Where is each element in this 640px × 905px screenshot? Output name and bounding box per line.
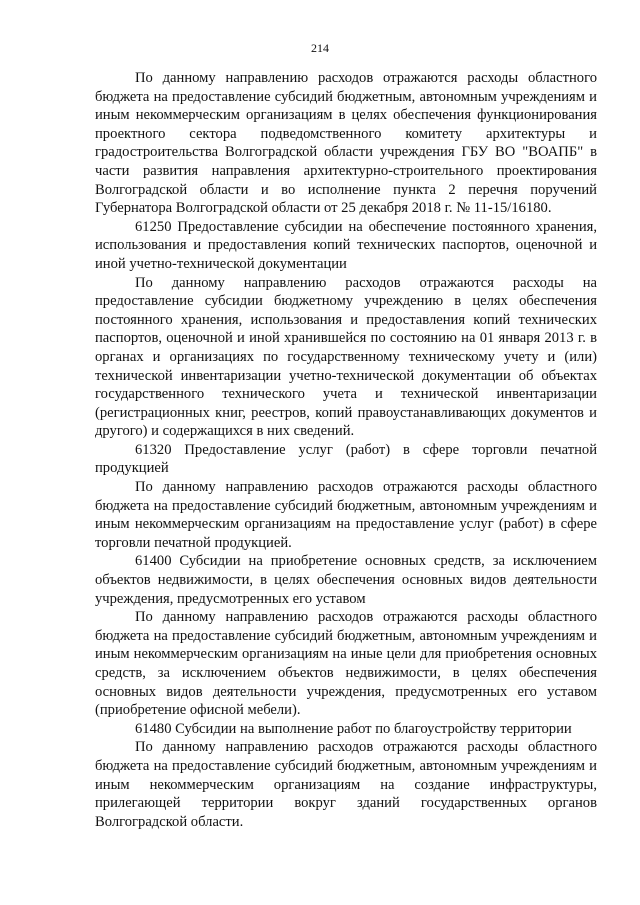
- paragraph-expenses-61320: По данному направлению расходов отражаются расходы областного бюджета на предоставление субсидий бюджетным, автономным учреждениям и иным некоммерческим организациям на предоставление услуг (работ) в сфере торговли печатной продукцией.: [95, 479, 597, 551]
- document-body: [95, 69, 597, 831]
- paragraph-expenses-61250: По данному направлению расходов отражаются расходы на предоставление субсидии бюджетному учреждению в целях обеспечения постоянного хранения, использования и предоставления копий технических паспортов, оценочной и иной хранившейся по состоянию на 01 января 2013 г. в органах и организациях по государственному техническому учету и (или) технической инвентаризации учетно-технической документации об объектах государственного технического учета и технической инвентаризации (регистрационных книг, реестров, копий правоустанавливающих документов и другого) и содержащихся в них сведений.: [95, 274, 597, 440]
- paragraph-expenses-61400: По данному направлению расходов отражаются расходы областного бюджета на предоставление субсидий бюджетным, автономным учреждениям и иным некоммерческим организациям на иные цели для приобретения основных средств, за исключением объектов недвижимости, в целях обеспечения основных видов деятельности учреждения, предусмотренных его уставом (приобретение офисной мебели).: [95, 609, 597, 719]
- section-heading-61400: 61400 Субсидии на приобретение основных средств, за исключением объектов недвижимости, в целях обеспечения основных видов деятельности учреждения, предусмотренных его уставом: [95, 553, 597, 607]
- section-heading-61320: 61320 Предоставление услуг (работ) в сфере торговли печатной продукцией: [95, 441, 597, 477]
- paragraph-expenses-61480: По данному направлению расходов отражаются расходы областного бюджета на предоставление субсидий бюджетным, автономным учреждениям и иным некоммерческим организациям на создание инфраструктуры, прилегающей территории вокруг зданий государственных органов Волгоградской области.: [95, 739, 597, 830]
- section-heading-61250: 61250 Предоставление субсидии на обеспечение постоянного хранения, использования и предоставления копий технических паспортов, оценочной и иной учетно-технической документации: [95, 218, 597, 272]
- page-number: 214: [311, 41, 329, 55]
- paragraph-expenses-voapb: По данному направлению расходов отражаются расходы областного бюджета на предоставление субсидий бюджетным, автономным учреждениям и иным некоммерческим организациям в целях обеспечения функционирования проектного сектора подведомственного комитету архитектуры и градостроительства Волгоградской области учреждения ГБУ ВО "ВОАПБ" в части развития направления архитектурно-строительного проектирования Волгоградской области и во исполнение пункта 2 перечня поручений Губернатора Волгоградской области от 25 декабря 2018 г. № 11-15/16180.: [95, 70, 597, 217]
- section-heading-61480: 61480 Субсидии на выполнение работ по благоустройству территории: [135, 720, 572, 737]
